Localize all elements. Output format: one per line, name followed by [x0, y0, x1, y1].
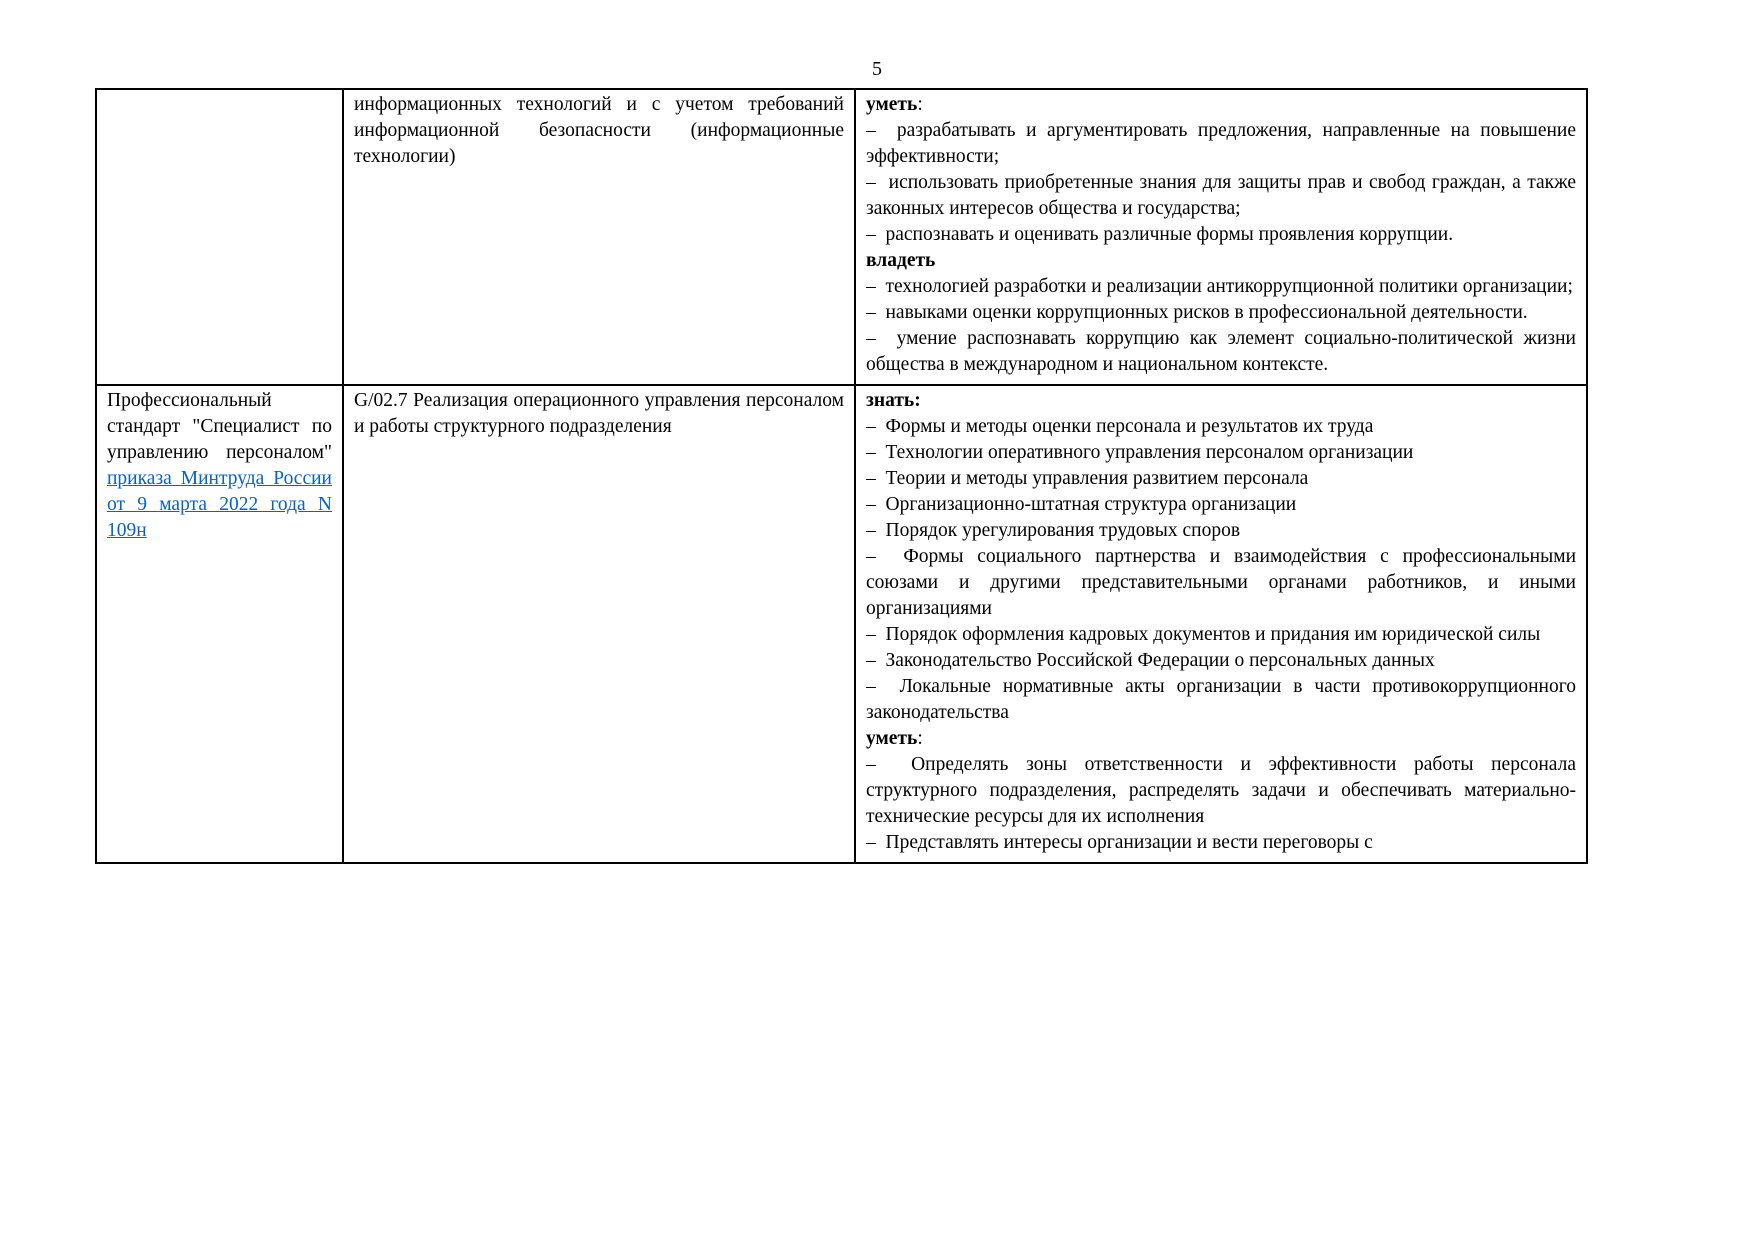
cell-labor-function — [343, 385, 855, 863]
list-item: – Порядок оформления кадровых документов и придания им юридической силы — [866, 624, 1541, 645]
skill-heading-tail: : — [917, 94, 923, 115]
list-item: – навыками оценки коррупционных рисков в профессиональной деятельности. — [866, 302, 1528, 323]
skill-heading — [866, 388, 1576, 414]
standard-paragraph — [107, 388, 332, 544]
skill-heading-label: владеть — [866, 250, 936, 271]
list-item: – Представлять интересы организации и вести переговоры с — [866, 832, 1373, 853]
skill-heading — [866, 248, 1576, 274]
list-item: – Законодательство Российской Федерации о персональных данных — [866, 650, 1435, 671]
table-row — [96, 385, 1587, 863]
list-item: – распознавать и оценивать различные формы проявления коррупции. — [866, 224, 1454, 245]
list-item: – Определять зоны ответственности и эффективности работы персонала структурного подразделения, распределять задачи и обеспечивать материально-технические ресурсы для их исполнения — [866, 754, 1576, 827]
list-item: – использовать приобретенные знания для защиты прав и свобод граждан, а также законных интересов общества и государства; — [866, 172, 1576, 219]
cell-labor-function — [343, 89, 855, 385]
list-item: – Формы и методы оценки персонала и результатов их труда — [866, 416, 1374, 437]
list-item: – умение распознавать коррупцию как элемент социально-политической жизни общества в международном и национальном контексте. — [866, 328, 1576, 375]
order-link[interactable]: приказа Минтруда России от 9 марта 2022 года N 109н — [107, 468, 332, 541]
list-item: – Локальные нормативные акты организации в части противокоррупционного законодательства — [866, 676, 1576, 723]
cell-standard — [96, 385, 343, 863]
list-item: – технологией разработки и реализации антикоррупционной политики организации; — [866, 276, 1573, 297]
skill-heading-label: знать: — [866, 390, 921, 411]
list-item: – Теории и методы управления развитием персонала — [866, 468, 1309, 489]
page-number: 5 — [872, 58, 882, 80]
list-item: – Организационно-штатная структура организации — [866, 494, 1297, 515]
standard-title: Профессиональный стандарт "Специалист по управлению персоналом" — [107, 390, 332, 463]
list-item: – Технологии оперативного управления персоналом организации — [866, 442, 1414, 463]
list-item: – Формы социального партнерства и взаимодействия с профессиональными союзами и другими представительными органами работников, и иными организациями — [866, 546, 1576, 619]
cell-requirements — [855, 385, 1587, 863]
cell-standard-empty — [96, 89, 343, 385]
list-item: – Порядок урегулирования трудовых споров — [866, 520, 1241, 541]
content-table — [95, 88, 1588, 864]
function-text: информационных технологий и с учетом требований информационной безопасности (информационные технологии) — [354, 94, 844, 167]
skill-heading-label: уметь — [866, 94, 918, 115]
skill-heading-label: уметь — [866, 728, 918, 749]
list-item: – разрабатывать и аргументировать предложения, направленные на повышение эффективности; — [866, 120, 1576, 167]
skill-heading — [866, 726, 1576, 752]
table-row — [96, 89, 1587, 385]
skill-heading — [866, 92, 1576, 118]
cell-requirements — [855, 89, 1587, 385]
function-text: G/02.7 Реализация операционного управления персоналом и работы структурного подразделения — [354, 390, 844, 437]
skill-heading-tail: : — [917, 728, 923, 749]
